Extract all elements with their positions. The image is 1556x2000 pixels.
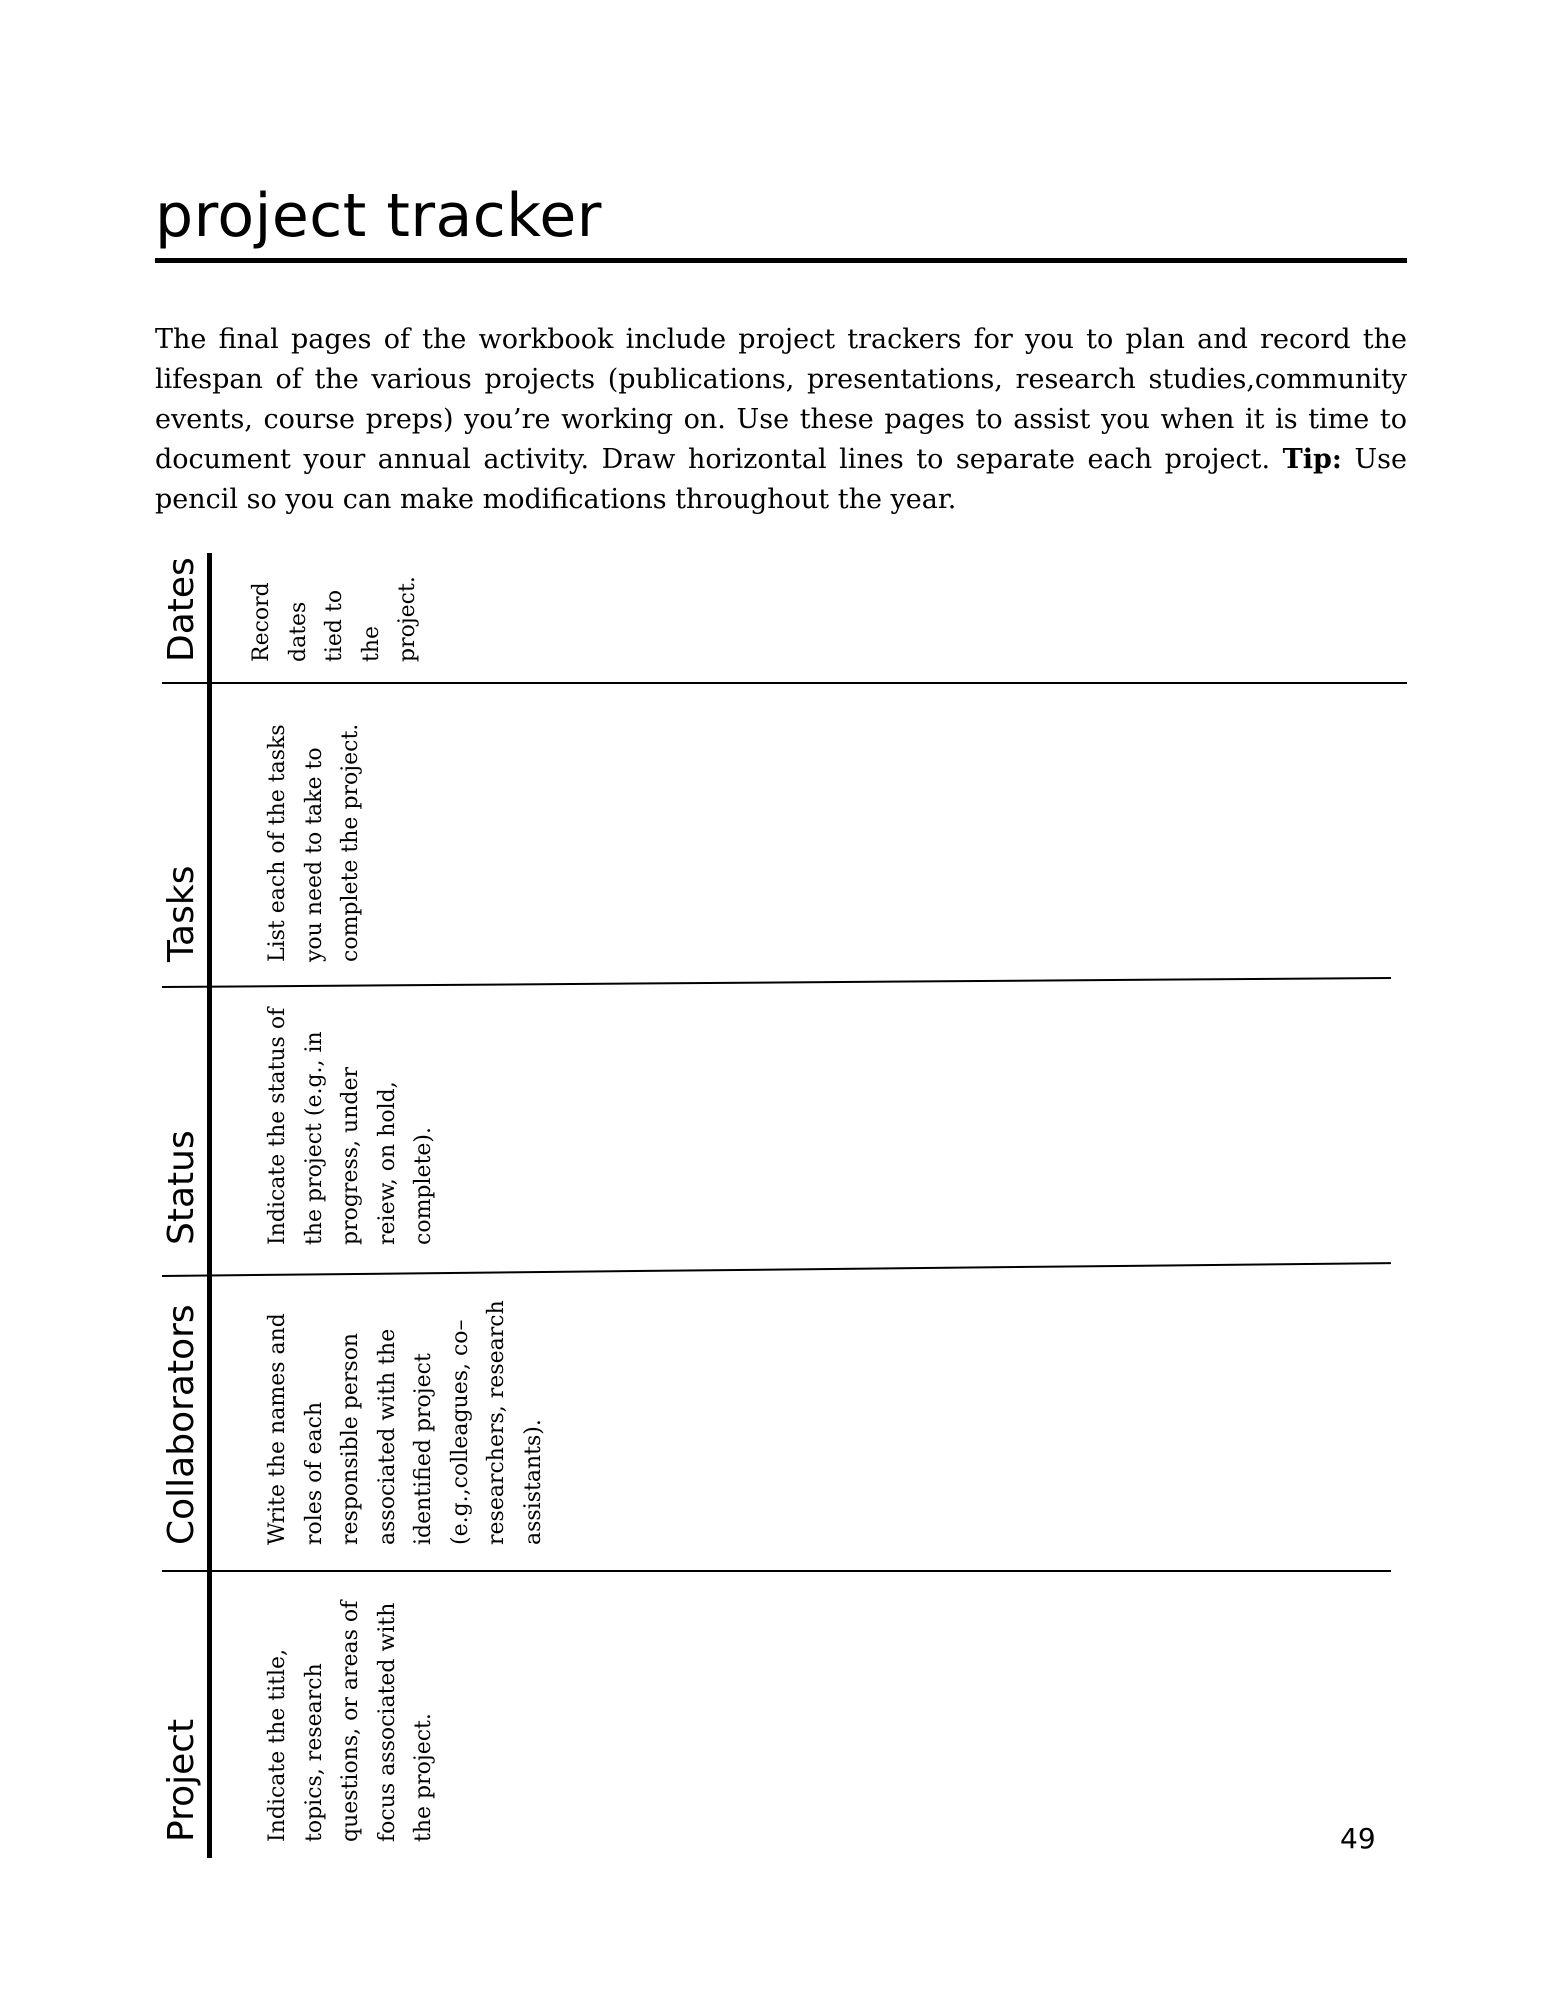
page-number: 49 <box>1340 1822 1376 1855</box>
row-divider-status-collaborators <box>162 1262 1391 1277</box>
status-label: Status <box>161 1130 202 1245</box>
row-divider-dates-tasks <box>162 682 1407 684</box>
tasks-description: List each of the tasks you need to take to complete the project. <box>265 723 363 962</box>
header-column-divider <box>207 553 212 1858</box>
collaborators-description: Write the names and roles of each responsible person associated with the identified project (e.g.,colleagues, co–researchers, research assistants). <box>265 1300 546 1545</box>
status-description: Indicate the status of the project (e.g., in progress, under reiew, on hold, complete). <box>265 1007 436 1245</box>
row-divider-collaborators-project <box>162 1570 1391 1572</box>
tip-label: Tip: <box>1282 444 1342 475</box>
collaborators-label: Collaborators <box>161 1304 202 1545</box>
page-title: project tracker <box>155 181 602 251</box>
intro-paragraph <box>155 320 1407 520</box>
tasks-label: Tasks <box>161 865 202 962</box>
dates-label: Dates <box>161 557 202 662</box>
row-divider-tasks-status <box>162 977 1391 988</box>
intro-text: The final pages of the workbook include project trackers for you to plan and record the lifespan of the various projects (publications, presentations, research studies,community events, course preps) you’re working on. Use these pages to assist you when it is time to document your annual activity. Draw horizontal lines to separate each project. <box>155 324 1407 475</box>
dates-description: Record dates tied to the project. <box>249 576 420 662</box>
tip-text: Use pencil so you can make modifications throughout the year. <box>155 444 1407 515</box>
project-label: Project <box>161 1718 202 1842</box>
project-description: Indicate the title, topics, research questions, or areas of focus associated with the project. <box>265 1600 436 1842</box>
title-rule <box>155 258 1407 263</box>
